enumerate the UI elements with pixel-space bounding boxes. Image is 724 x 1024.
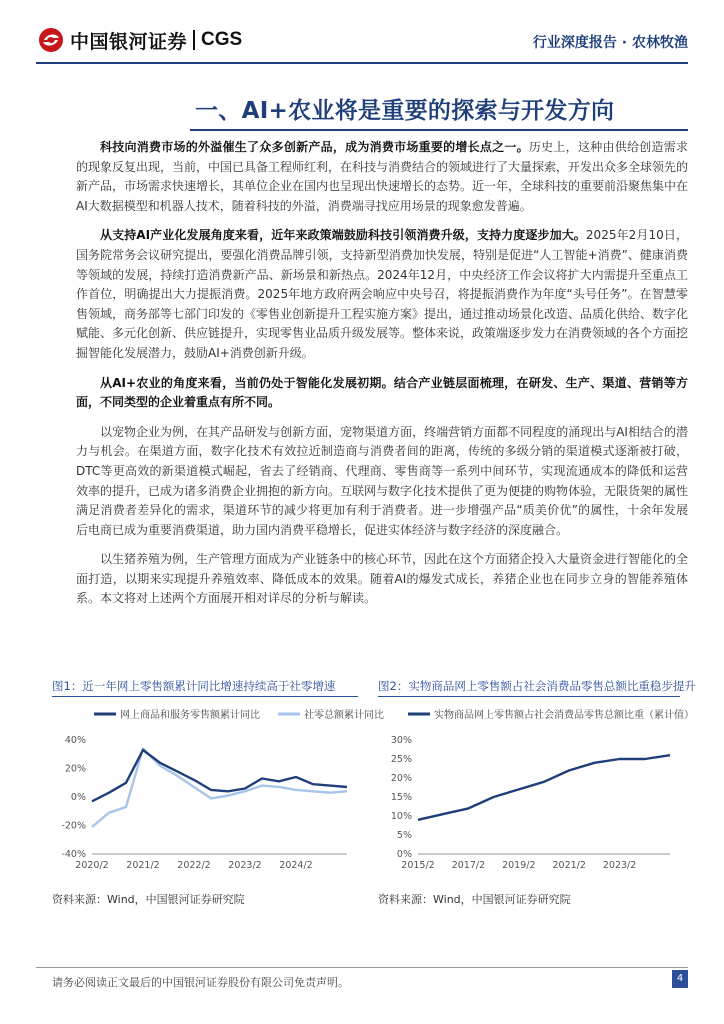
x-tick-label: 2021/2 xyxy=(552,860,586,871)
x-tick-label: 2020/2 xyxy=(75,860,109,871)
paragraph-1-lead: 科技向消费市场的外溢催生了众多创新产品，成为消费市场重要的增长点之一。 xyxy=(100,140,529,154)
section-title-rule xyxy=(190,129,688,131)
report-header xyxy=(0,0,724,80)
figure-1-title: 图1：近一年网上零售额累计同比增速持续高于社零增速 xyxy=(52,679,336,693)
x-tick-label: 2024/2 xyxy=(279,860,313,871)
x-tick-label: 2017/2 xyxy=(451,860,486,871)
paragraph-3-lead: 从AI+农业的角度来看，当前仍处于智能化发展初期。结合产业链层面梳理，在研发、生产、渠道、营销等方面，不同类型的企业着重点有所不同。 xyxy=(76,375,688,410)
y-tick-label: 25% xyxy=(390,754,412,765)
y-tick-label: 20% xyxy=(64,763,86,775)
company-logo xyxy=(38,26,242,54)
series-line-2 xyxy=(92,749,347,827)
y-tick-label: 15% xyxy=(390,792,412,803)
body-text xyxy=(76,138,688,619)
paragraph-1 xyxy=(76,138,688,216)
paragraph-5 xyxy=(76,550,688,609)
figure-2-rule xyxy=(378,696,680,697)
figure-1-source: 资料来源：Wind，中国银河证券研究院 xyxy=(52,893,245,906)
footer-disclaimer: 请务必阅读正文最后的中国银河证券股份有限公司免责声明。 xyxy=(52,976,349,989)
paragraph-4-body: 以宠物企业为例，在其产品研发与创新方面，宠物渠道方面，终端营销方面都不同程度的涌现出与AI相结合的潜力与机会。在渠道方面，数字化技术有效拉近制造商与消费者间的距离，传统的多级分销的渠道模式逐渐被打破，DTC等更高效的新渠道模式崛起，省去了经销商、代理商、零售商等一系列中间环节，实现流通成本的降低和运营效率的提升，已成为诸多消费企业拥抱的新方向。互联网与数字化技术提供了更为便捷的购物体验，无限货架的属性满足消费者差异化的需求，渠道环节的减少将更加有利于消费者。进一步增强产品“质美价优”的属性，十余年发展后电商已成为重要消费渠道，助力国内消费平稳增长，促进实体经济与数字经济的深度融合。 xyxy=(76,424,689,537)
logo-divider xyxy=(193,30,195,50)
y-tick-label: 30% xyxy=(390,735,412,746)
section-title: 一、AI+农业将是重要的探索与开发方向 xyxy=(195,98,615,124)
footer-divider xyxy=(36,967,688,968)
y-tick-label: 10% xyxy=(390,811,412,822)
series-line-1 xyxy=(418,755,670,820)
y-tick-label: 0% xyxy=(70,792,86,803)
cgs-logo-icon xyxy=(38,27,64,53)
y-tick-label: 0% xyxy=(396,849,412,860)
legend-label: 社零总额累计同比 xyxy=(304,710,384,721)
brand-name-en: CGS xyxy=(201,29,243,50)
x-tick-label: 2023/2 xyxy=(602,860,637,871)
report-type: 行业深度报告 · 农林牧渔 xyxy=(532,35,688,51)
y-tick-label: -20% xyxy=(61,820,86,832)
y-tick-label: 40% xyxy=(64,735,86,746)
paragraph-3 xyxy=(76,374,688,413)
x-tick-label: 2021/2 xyxy=(126,860,160,871)
paragraph-2 xyxy=(76,226,688,363)
x-tick-label: 2022/2 xyxy=(177,860,211,871)
paragraph-2-body: 2025年2月10日，国务院常务会议研究提出，要强化消费品牌引领，支持新型消费加快发展，特别是促进“人工智能+消费”、健康消费等领域的发展，持续打造消费新产品、新场景和新热点。2024年12月，中央经济工作会议将扩大内需提升至重点工作首位，明确提出大力提振消费。2025年地方政府两会响应中央号召，将提振消费作为年度“头号任务”。在智慧零售领域，商务部等七部门印发的《零售业创新提升工程实施方案》提出，通过推动场景化改造、品质化供给、数字化赋能、多元化创新、供应链提升，实现零售业品质升级发展等。整体来说，政策端逐步发力在消费领域的各个方面挖掘智能化发展潜力，鼓励AI+消费创新升级。 xyxy=(76,228,689,360)
x-tick-label: 2019/2 xyxy=(502,860,536,871)
x-tick-label: 2015/2 xyxy=(401,860,435,871)
legend-label: 网上商品和服务零售额累计同比 xyxy=(120,710,260,721)
page-number: 4 xyxy=(672,970,688,988)
y-tick-label: 20% xyxy=(390,773,412,784)
figure-2-title: 图2：实物商品网上零售额占社会消费品零售总额比重稳步提升 xyxy=(378,679,696,693)
brand-name-cn: 中国银河证券 xyxy=(70,31,188,53)
x-tick-label: 2023/2 xyxy=(228,860,262,871)
paragraph-4 xyxy=(76,423,688,541)
figure-2-source: 资料来源：Wind，中国银河证券研究院 xyxy=(378,893,571,906)
paragraph-5-body: 以生猪养殖为例，生产管理方面成为产业链条中的核心环节，因此在这个方面猪企投入大量资金进行智能化的全面打造，以期来实现提升养殖效率、降低成本的效果。随着AI的爆发式成长，养猪企业也在同步立身的智能养殖体系。本文将对上述两个方面展开相对详尽的分析与解读。 xyxy=(76,552,689,606)
paragraph-2-lead: 从支持AI产业化发展角度来看，近年来政策端鼓励科技引领消费升级，支持力度逐步加大。 xyxy=(100,228,586,243)
legend-label: 实物商品网上零售额占社会消费品零售总额比重（累计值） xyxy=(434,710,694,721)
paragraph-1-body: 历史上，这种由供给创造需求的现象反复出现，当前，中国已具备工程师红利，在科技与消费结合的领域进行了大量探索，开发出众多全球领先的新产品，市场需求快速增长，其单位企业在国内也呈现出快速增长的态势。近一年，全球科技的重要前沿聚焦集中在AI大数据模型和机器人技术，随着科技的外溢，消费端寻找应用场景的现象愈发普遍。 xyxy=(76,140,689,213)
y-tick-label: -40% xyxy=(61,849,86,860)
figure-1-chart xyxy=(52,702,384,882)
header-divider xyxy=(36,62,688,64)
y-tick-label: 5% xyxy=(396,830,412,841)
figure-1-rule xyxy=(52,696,358,697)
figure-2-chart xyxy=(378,702,694,882)
